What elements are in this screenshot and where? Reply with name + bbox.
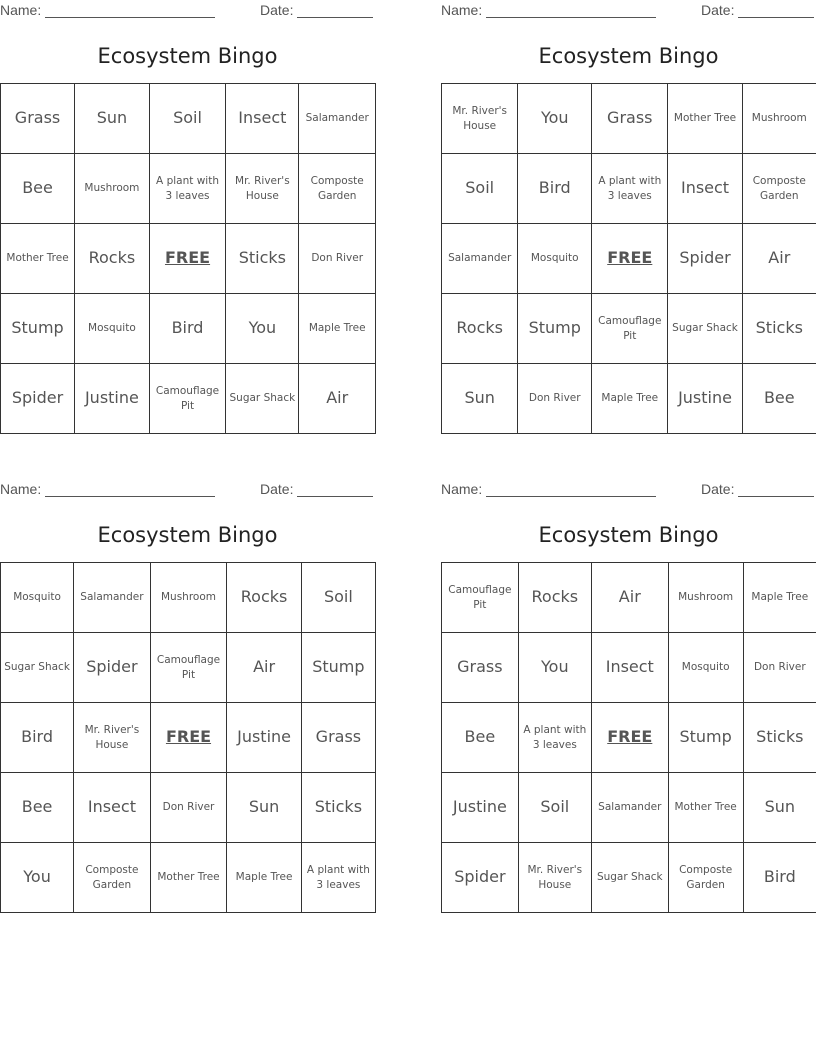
bingo-cell: Bee xyxy=(1,154,75,224)
bingo-cell: Salamander xyxy=(74,563,151,633)
bingo-cell: Justine xyxy=(668,364,742,434)
bingo-cell: Air xyxy=(299,364,376,434)
bingo-row xyxy=(1,773,376,843)
bingo-row xyxy=(1,294,376,364)
bingo-card-3 xyxy=(0,479,376,891)
name-label: Name: xyxy=(0,2,42,18)
bingo-row xyxy=(442,294,816,364)
name-blank-line xyxy=(486,482,656,497)
bingo-row xyxy=(442,154,816,224)
bingo-cell: Soil xyxy=(301,563,375,633)
bingo-cell: Composte Garden xyxy=(742,154,816,224)
bingo-cell: Spider xyxy=(442,843,519,913)
name-label: Name: xyxy=(0,481,42,497)
bingo-cell: Mosquito xyxy=(518,224,592,294)
bingo-cell: A plant with 3 leaves xyxy=(301,843,375,913)
name-label: Name: xyxy=(441,2,483,18)
free-space-cell: FREE xyxy=(149,224,226,294)
bingo-row xyxy=(1,703,376,773)
bingo-cell: Grass xyxy=(442,633,519,703)
bingo-cell: Mr. River's House xyxy=(518,843,591,913)
card-header xyxy=(0,479,376,501)
bingo-cell: Insect xyxy=(74,773,151,843)
bingo-cell: Stump xyxy=(518,294,592,364)
bingo-cell: Sun xyxy=(227,773,302,843)
bingo-cell: A plant with 3 leaves xyxy=(592,154,668,224)
card-title: Ecosystem Bingo xyxy=(97,523,278,547)
free-space-cell: FREE xyxy=(591,703,668,773)
bingo-cell: Grass xyxy=(592,84,668,154)
date-field xyxy=(701,481,814,497)
bingo-cell: Sun xyxy=(75,84,150,154)
bingo-cell: Grass xyxy=(301,703,375,773)
bingo-row xyxy=(442,773,816,843)
date-blank-line xyxy=(297,3,373,18)
bingo-cell: Soil xyxy=(149,84,226,154)
date-field xyxy=(260,2,373,18)
bingo-cell: Air xyxy=(227,633,302,703)
bingo-cell: Mosquito xyxy=(668,633,743,703)
date-label: Date: xyxy=(260,481,294,497)
bingo-row xyxy=(1,154,376,224)
bingo-cell: Bird xyxy=(149,294,226,364)
bingo-row xyxy=(1,563,376,633)
bingo-grid xyxy=(441,83,816,434)
name-field xyxy=(0,2,215,18)
bingo-row xyxy=(1,364,376,434)
bingo-cell: Camouflage Pit xyxy=(592,294,668,364)
card-header xyxy=(441,0,816,22)
bingo-cell: Mosquito xyxy=(1,563,74,633)
bingo-cell: Mother Tree xyxy=(150,843,227,913)
bingo-cell: You xyxy=(518,633,591,703)
bingo-cell: Don River xyxy=(299,224,376,294)
bingo-cell: Bird xyxy=(743,843,816,913)
bingo-row xyxy=(442,633,816,703)
bingo-cell: Maple Tree xyxy=(592,364,668,434)
bingo-card-2 xyxy=(441,0,816,408)
bingo-row xyxy=(1,84,376,154)
bingo-cell: Rocks xyxy=(75,224,150,294)
bingo-cell: Sticks xyxy=(742,294,816,364)
bingo-cell: Spider xyxy=(74,633,151,703)
date-blank-line xyxy=(738,3,814,18)
bingo-cell: Bee xyxy=(1,773,74,843)
bingo-cell: Sugar Shack xyxy=(1,633,74,703)
free-space-cell: FREE xyxy=(592,224,668,294)
bingo-cell: Insect xyxy=(226,84,299,154)
bingo-cell: Mother Tree xyxy=(668,84,742,154)
bingo-cell: A plant with 3 leaves xyxy=(518,703,591,773)
bingo-cell: Sticks xyxy=(301,773,375,843)
date-blank-line xyxy=(297,482,373,497)
bingo-card-1 xyxy=(0,0,376,412)
bingo-cell: Bee xyxy=(442,703,519,773)
bingo-cell: Camouflage Pit xyxy=(150,633,227,703)
bingo-card-4 xyxy=(441,479,816,891)
bingo-cell: Soil xyxy=(518,773,591,843)
bingo-row xyxy=(442,843,816,913)
bingo-cell: Sugar Shack xyxy=(591,843,668,913)
bingo-cell: Maple Tree xyxy=(299,294,376,364)
name-blank-line xyxy=(45,482,215,497)
bingo-cell: Mushroom xyxy=(742,84,816,154)
bingo-cell: Mother Tree xyxy=(668,773,743,843)
bingo-cell: Mushroom xyxy=(150,563,227,633)
bingo-cell: Salamander xyxy=(591,773,668,843)
date-field xyxy=(260,481,373,497)
bingo-cell: Stump xyxy=(668,703,743,773)
name-blank-line xyxy=(486,3,656,18)
bingo-cell: A plant with 3 leaves xyxy=(149,154,226,224)
bingo-cell: Camouflage Pit xyxy=(442,563,519,633)
date-blank-line xyxy=(738,482,814,497)
bingo-cell: Air xyxy=(591,563,668,633)
bingo-grid xyxy=(441,562,816,913)
bingo-cell: Composte Garden xyxy=(668,843,743,913)
bingo-row xyxy=(442,84,816,154)
card-header xyxy=(441,479,816,501)
bingo-cell: You xyxy=(1,843,74,913)
name-label: Name: xyxy=(441,481,483,497)
card-title: Ecosystem Bingo xyxy=(538,523,719,547)
name-field xyxy=(0,481,215,497)
bingo-cell: Insect xyxy=(591,633,668,703)
free-space-cell: FREE xyxy=(150,703,227,773)
date-label: Date: xyxy=(260,2,294,18)
bingo-cell: Maple Tree xyxy=(743,563,816,633)
bingo-row xyxy=(442,703,816,773)
bingo-cell: Don River xyxy=(150,773,227,843)
bingo-cell: Spider xyxy=(1,364,75,434)
bingo-cell: Grass xyxy=(1,84,75,154)
date-field xyxy=(701,2,814,18)
bingo-cell: Mr. River's House xyxy=(226,154,299,224)
card-title: Ecosystem Bingo xyxy=(97,44,278,68)
bingo-row xyxy=(1,224,376,294)
bingo-cell: Salamander xyxy=(442,224,518,294)
bingo-cell: Insect xyxy=(668,154,742,224)
bingo-grid xyxy=(0,83,376,434)
bingo-cell: Rocks xyxy=(227,563,302,633)
date-label: Date: xyxy=(701,2,735,18)
bingo-cell: Bird xyxy=(1,703,74,773)
bingo-cell: Stump xyxy=(301,633,375,703)
bingo-cell: Justine xyxy=(227,703,302,773)
bingo-cell: Justine xyxy=(75,364,150,434)
bingo-cell: Rocks xyxy=(442,294,518,364)
bingo-cell: Salamander xyxy=(299,84,376,154)
date-label: Date: xyxy=(701,481,735,497)
name-field xyxy=(441,481,656,497)
name-blank-line xyxy=(45,3,215,18)
bingo-row xyxy=(442,364,816,434)
bingo-cell: Stump xyxy=(1,294,75,364)
bingo-cell: Sticks xyxy=(743,703,816,773)
bingo-cell: Mr. River's House xyxy=(74,703,151,773)
bingo-cell: Sticks xyxy=(226,224,299,294)
bingo-cell: You xyxy=(226,294,299,364)
bingo-cell: Composte Garden xyxy=(74,843,151,913)
bingo-row xyxy=(442,563,816,633)
bingo-cell: Maple Tree xyxy=(227,843,302,913)
bingo-cell: Mushroom xyxy=(668,563,743,633)
bingo-cell: Spider xyxy=(668,224,742,294)
bingo-cell: Camouflage Pit xyxy=(149,364,226,434)
bingo-cell: Bird xyxy=(518,154,592,224)
bingo-cell: Don River xyxy=(518,364,592,434)
bingo-cell: Mother Tree xyxy=(1,224,75,294)
bingo-cell: Bee xyxy=(742,364,816,434)
bingo-cell: Air xyxy=(742,224,816,294)
bingo-row xyxy=(442,224,816,294)
bingo-cell: You xyxy=(518,84,592,154)
bingo-cell: Soil xyxy=(442,154,518,224)
bingo-cell: Mushroom xyxy=(75,154,150,224)
bingo-row xyxy=(1,633,376,703)
bingo-cell: Mr. River's House xyxy=(442,84,518,154)
bingo-cell: Mosquito xyxy=(75,294,150,364)
bingo-cell: Sugar Shack xyxy=(668,294,742,364)
bingo-cell: Don River xyxy=(743,633,816,703)
card-title: Ecosystem Bingo xyxy=(538,44,719,68)
bingo-cell: Sugar Shack xyxy=(226,364,299,434)
bingo-cell: Rocks xyxy=(518,563,591,633)
bingo-row xyxy=(1,843,376,913)
bingo-cell: Sun xyxy=(743,773,816,843)
name-field xyxy=(441,2,656,18)
bingo-cell: Composte Garden xyxy=(299,154,376,224)
bingo-cell: Justine xyxy=(442,773,519,843)
bingo-grid xyxy=(0,562,376,913)
bingo-cell: Sun xyxy=(442,364,518,434)
card-header xyxy=(0,0,376,22)
